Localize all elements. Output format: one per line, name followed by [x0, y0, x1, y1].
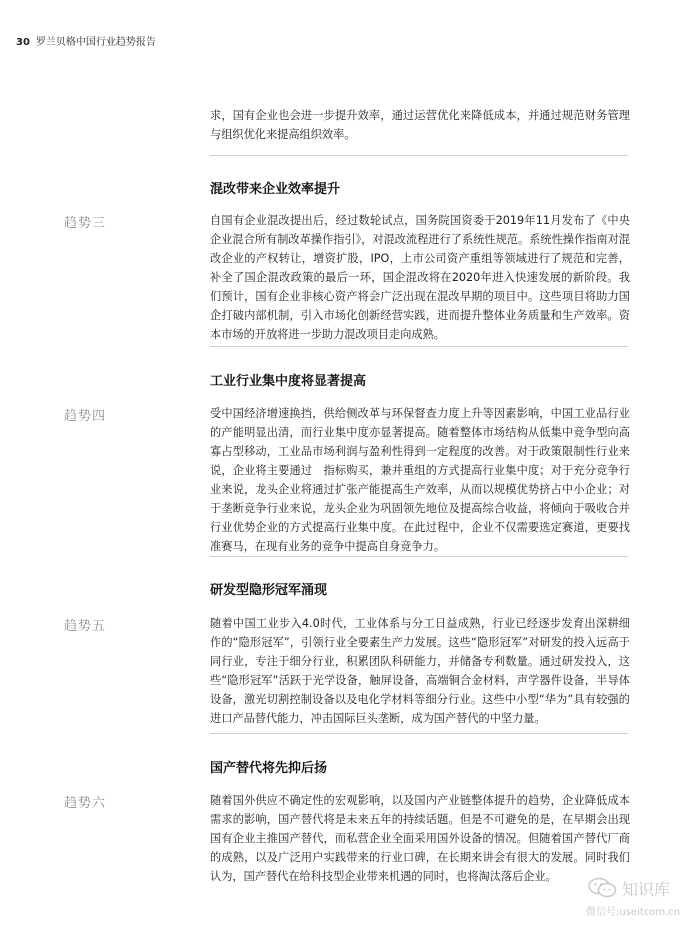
section-heading-trend-6: 国产替代将先抑后扬 [210, 761, 328, 776]
watermark-brand: 知识库 [622, 880, 671, 899]
section-body-trend-3: 自国有企业混改提出后，经过数轮试点，国务院国资委于2019年11月发布了《中央企业混合所有制改革操作指引》，对混改流程进行了系统性规范。系统性操作指南对混改企业的产权转让，增资扩股，IPO，上市公司资产重组等领域进行了规范和完善，补全了国企混改政策的最后一环，国企混改将在2020年进入快速发展的新阶段。我们预计，国有企业非核心资产将会广泛出现在混改早期的项目中。这些项目将助力国企打破内部机制，引入市场化创新经营实践，进而提升整体业务质量和生产效率。资本市场的开放将进一步助力混改项目走向成熟。 [210, 214, 630, 341]
section-divider [210, 346, 628, 347]
page-number: 30 [16, 37, 30, 48]
report-title: 罗兰贝格中国行业趋势报告 [35, 37, 156, 48]
section-heading-trend-3: 混改带来企业效率提升 [210, 182, 341, 197]
trend-label-3: 趋势三 [64, 216, 107, 231]
section-heading-trend-5: 研发型隐形冠军涌现 [210, 583, 328, 598]
intro-paragraph: 求，国有企业也会进一步提升效率，通过运营优化来降低成本，并通过规范财务管理与组织优化来提高组织效率。 [210, 109, 630, 141]
watermark [584, 873, 684, 923]
trend-label-4: 趋势四 [64, 409, 107, 424]
section-divider [210, 733, 628, 734]
trend-label-6: 趋势六 [64, 796, 107, 811]
section-body-trend-5: 随着中国工业步入4.0时代，工业体系与分工日益成熟，行业已经逐步发育出深耕细作的“隐形冠军”，引领行业全要素生产力发展。这些“隐形冠军”对研发的投入远高于同行业，专注于细分行业，积累团队科研能力，并储备专利数量。通过研发投入，这些“隐形冠军”活跃于光学设备，触屏设备，高端铜合金材料，声学器件设备，半导体设备，激光切割控制设备以及电化学材料等细分行业。这些中小型“华为”具有较强的进口产品替代能力，冲击国际巨头垄断，成为国产替代的中坚力量。 [210, 617, 630, 725]
section-heading-trend-4: 工业行业集中度将显著提高 [210, 374, 367, 389]
section-divider [210, 155, 628, 156]
page-header [16, 36, 156, 50]
section-body-trend-4: 受中国经济增速换挡，供给侧改革与环保督查力度上升等因素影响，中国工业品行业的产能明显出清，而行业集中度亦显著提高。随着整体市场结构从低集中竞争型向高寡占型移动，工业品市场利润与盈利性得到一定程度的改善。对于政策限制性行业来说，企业将主要通过 指标购买，兼并重组的方式提高行业集中度；对于充分竞争行业来说，龙头企业将通过扩张产能提高生产效率，从而以规模优势挤占中小企业；对于垄断竞争行业来说，龙头企业为巩固领先地位及提高综合收益，将倾向于吸收合并行业优势企业的方式提高行业集中度。在此过程中，企业不仅需要选定赛道，更要找准赛马，在现有业务的竞争中提高自身竞争力。 [210, 407, 630, 553]
section-divider [210, 556, 628, 557]
trend-label-5: 趋势五 [64, 619, 107, 634]
wechat-icon [588, 877, 618, 899]
section-body-trend-6: 随着国外供应不确定性的宏观影响，以及国内产业链整体提升的趋势，企业降低成本需求的影响，国产替代将是未来五年的持续话题。但是不可避免的是，在早期会出现国有企业主推国产替代，而私营企业全面采用国外设备的情况。但随着国产替代厂商的成熟，以及广泛用户实践带来的行业口碑，在长期来讲会有很大的发展。同时我们认为，国产替代在给科技型企业带来机遇的同时，也将淘汰落后企业。 [210, 794, 630, 883]
watermark-subtitle: 微信号:useitcom.cn [586, 907, 681, 918]
